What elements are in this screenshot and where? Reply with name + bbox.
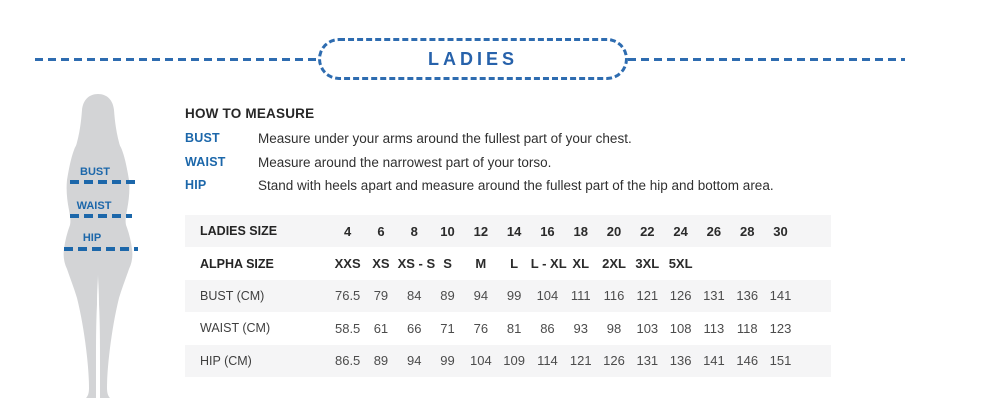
table-cell: 84 (407, 288, 422, 304)
measure-description: Stand with heels apart and measure around the fullest part of the hip and bottom area. (258, 178, 774, 193)
table-cell: 4 (344, 223, 352, 239)
table-cell: 104 (536, 288, 559, 304)
table-cell: 24 (673, 223, 688, 239)
table-cell: 81 (506, 320, 522, 336)
table-row-label: BUST (CM) (200, 288, 265, 303)
table-cell: 12 (473, 223, 489, 239)
table-cell: 94 (473, 288, 489, 304)
table-row-spacer (797, 231, 831, 232)
figure-overlays (55, 92, 141, 398)
table-row (185, 345, 831, 377)
table-row-label: HIP (CM) (200, 353, 252, 368)
table-row-label: ALPHA SIZE (200, 256, 274, 271)
table-cell: 114 (537, 353, 558, 369)
table-cell: 93 (573, 320, 588, 336)
table-cell: 111 (570, 288, 591, 304)
how-to-measure-rows (185, 131, 875, 193)
table-cell: 61 (373, 320, 389, 336)
table-cell: 151 (769, 353, 792, 369)
table-cell: 103 (636, 320, 659, 336)
table-cell: 123 (769, 320, 792, 336)
table-cell: 141 (769, 288, 792, 304)
table-cell: 30 (773, 223, 788, 239)
table-cell: 16 (540, 223, 555, 239)
table-cell: 26 (706, 223, 722, 239)
table-row (185, 312, 831, 344)
table-cell: XL (572, 256, 590, 272)
table-cell: 20 (606, 223, 622, 239)
table-cell: 126 (603, 353, 625, 369)
table-cell: 76.5 (334, 288, 361, 304)
table-row-spacer (797, 328, 831, 329)
figure-measure-line (70, 214, 132, 218)
header-pill (318, 38, 628, 80)
table-cell: 94 (407, 353, 422, 369)
table-cell: 8 (410, 223, 418, 239)
table-cell: 18 (573, 223, 588, 239)
table-cell: 89 (373, 353, 389, 369)
hair-shape (74, 94, 122, 157)
size-table (185, 215, 831, 377)
measure-term: WAIST (185, 154, 226, 169)
table-cell: 126 (669, 288, 692, 304)
table-cell: 109 (503, 353, 525, 369)
table-cell: 108 (669, 320, 692, 336)
table-cell: 71 (440, 320, 455, 336)
table-cell: 99 (506, 288, 522, 304)
table-row (185, 280, 831, 312)
table-cell: 66 (407, 320, 422, 336)
table-cell: 86.5 (334, 353, 361, 369)
measure-description: Measure under your arms around the fullest part of your chest. (258, 131, 632, 146)
table-cell: 76 (473, 320, 489, 336)
how-to-measure-title: HOW TO MEASURE (185, 106, 315, 121)
table-cell: 121 (569, 353, 592, 369)
table-row-label: WAIST (CM) (200, 321, 271, 336)
table-row (185, 247, 831, 279)
table-row-spacer (797, 295, 831, 296)
figure-measure-label: HIP (82, 232, 102, 244)
table-cell: L - XL (530, 256, 567, 272)
measure-term: HIP (185, 178, 207, 192)
table-cell: XS (372, 256, 390, 272)
table-cell: 98 (606, 320, 622, 336)
table-row (185, 215, 831, 247)
table-cell: L (510, 256, 519, 272)
header-dashed-line-right (628, 58, 905, 61)
table-cell: M (475, 256, 487, 272)
table-row-spacer (797, 360, 831, 361)
figure-measure-label: BUST (80, 166, 110, 178)
table-cell: 89 (440, 288, 455, 304)
table-cell: 136 (669, 353, 692, 369)
table-row-spacer (797, 263, 831, 264)
measure-term: BUST (185, 131, 220, 145)
table-cell: 99 (440, 353, 455, 369)
figure-measure-line (70, 180, 136, 184)
table-cell: 58.5 (334, 320, 361, 336)
table-cell: 3XL (635, 256, 660, 272)
measure-description: Measure around the narrowest part of your torso. (258, 154, 552, 170)
header-dashed-line-left (35, 58, 318, 61)
table-cell: 141 (703, 353, 725, 369)
table-cell: 79 (373, 288, 389, 304)
section-title: LADIES (427, 48, 518, 69)
table-cell: 2XL (602, 256, 626, 272)
table-cell: 5XL (668, 256, 693, 272)
table-cell: 28 (739, 223, 755, 239)
table-cell: 10 (440, 223, 455, 239)
figure-measure-line (64, 247, 138, 251)
table-cell: 22 (640, 223, 655, 239)
table-cell: 136 (736, 288, 759, 304)
table-cell: XXS (334, 256, 361, 272)
table-cell: 116 (603, 288, 625, 304)
table-cell: 104 (469, 353, 492, 369)
table-cell: S (443, 256, 452, 272)
table-cell: 131 (636, 353, 659, 369)
table-row-label: LADIES SIZE (200, 224, 278, 239)
table-cell: 146 (736, 353, 759, 369)
table-cell: 113 (703, 320, 725, 336)
table-cell: XS - S (397, 256, 436, 272)
table-cell: 118 (736, 320, 758, 336)
how-to-measure-section (185, 106, 875, 193)
table-cell: 131 (703, 288, 725, 304)
female-silhouette (55, 92, 141, 398)
section-header (35, 38, 905, 80)
figure-measure-label: WAIST (76, 200, 112, 212)
table-cell: 14 (506, 223, 522, 239)
table-cell: 121 (636, 288, 659, 304)
table-cell: 86 (540, 320, 555, 336)
table-cell: 6 (377, 223, 385, 239)
